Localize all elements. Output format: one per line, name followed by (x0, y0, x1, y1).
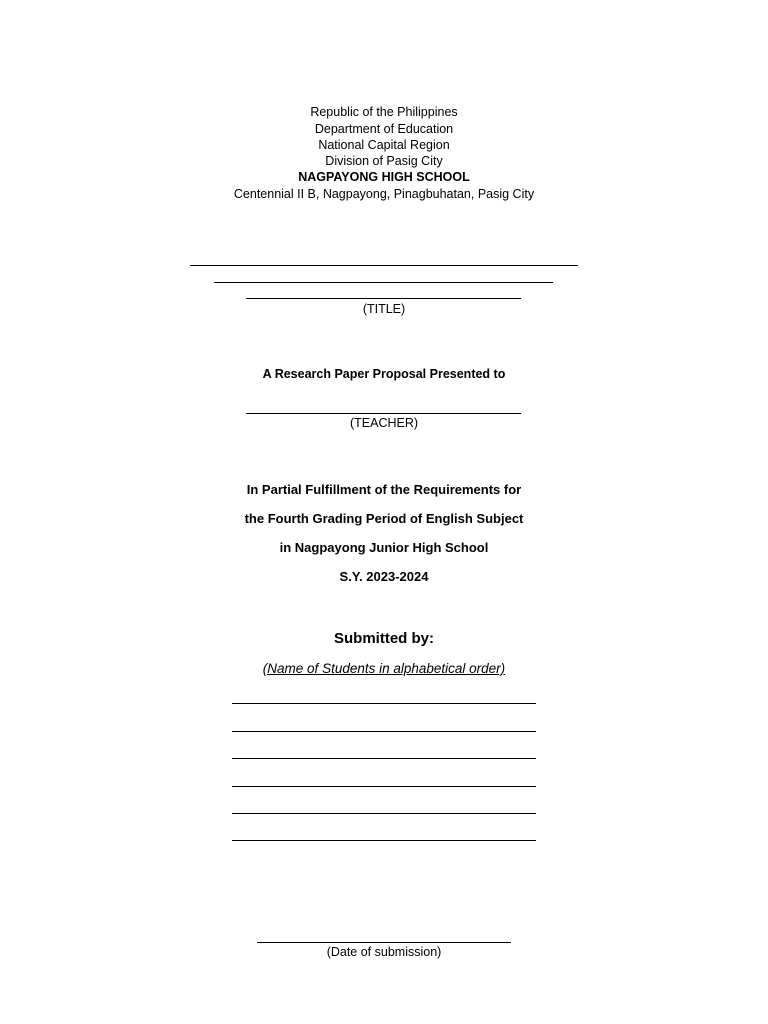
header-school-name: NAGPAYONG HIGH SCHOOL (298, 170, 470, 184)
header-school-address: Centennial II B, Nagpayong, Pinagbuhatan, Pasig City (233, 187, 535, 201)
student-name-line (232, 731, 536, 732)
title-blank-line-1 (190, 265, 578, 266)
submitted-by-heading: Submitted by: (334, 630, 434, 647)
proposal-presented-to: A Research Paper Proposal Presented to (262, 367, 506, 381)
fulfillment-line-2: the Fourth Grading Period of English Subject (244, 511, 524, 526)
fulfillment-line-1: In Partial Fulfillment of the Requirements for (246, 482, 522, 497)
title-blank-line-2 (214, 282, 553, 283)
header-region: National Capital Region (318, 138, 450, 152)
students-note: (Name of Students in alphabetical order) (262, 661, 506, 676)
teacher-caption: (TEACHER) (349, 416, 419, 430)
student-name-line (232, 758, 536, 759)
date-blank-line (257, 942, 511, 943)
header-department: Department of Education (314, 122, 454, 136)
date-caption: (Date of submission) (326, 945, 442, 959)
title-blank-line-3 (246, 298, 521, 299)
fulfillment-line-3: in Nagpayong Junior High School (279, 540, 489, 555)
teacher-blank-line (246, 413, 521, 414)
student-name-line (232, 786, 536, 787)
student-name-line (232, 703, 536, 704)
header-division: Division of Pasig City (325, 154, 443, 168)
title-caption: (TITLE) (362, 302, 406, 316)
header-country: Republic of the Philippines (310, 105, 458, 119)
student-name-line (232, 813, 536, 814)
school-year: S.Y. 2023-2024 (339, 569, 429, 584)
student-name-line (232, 840, 536, 841)
